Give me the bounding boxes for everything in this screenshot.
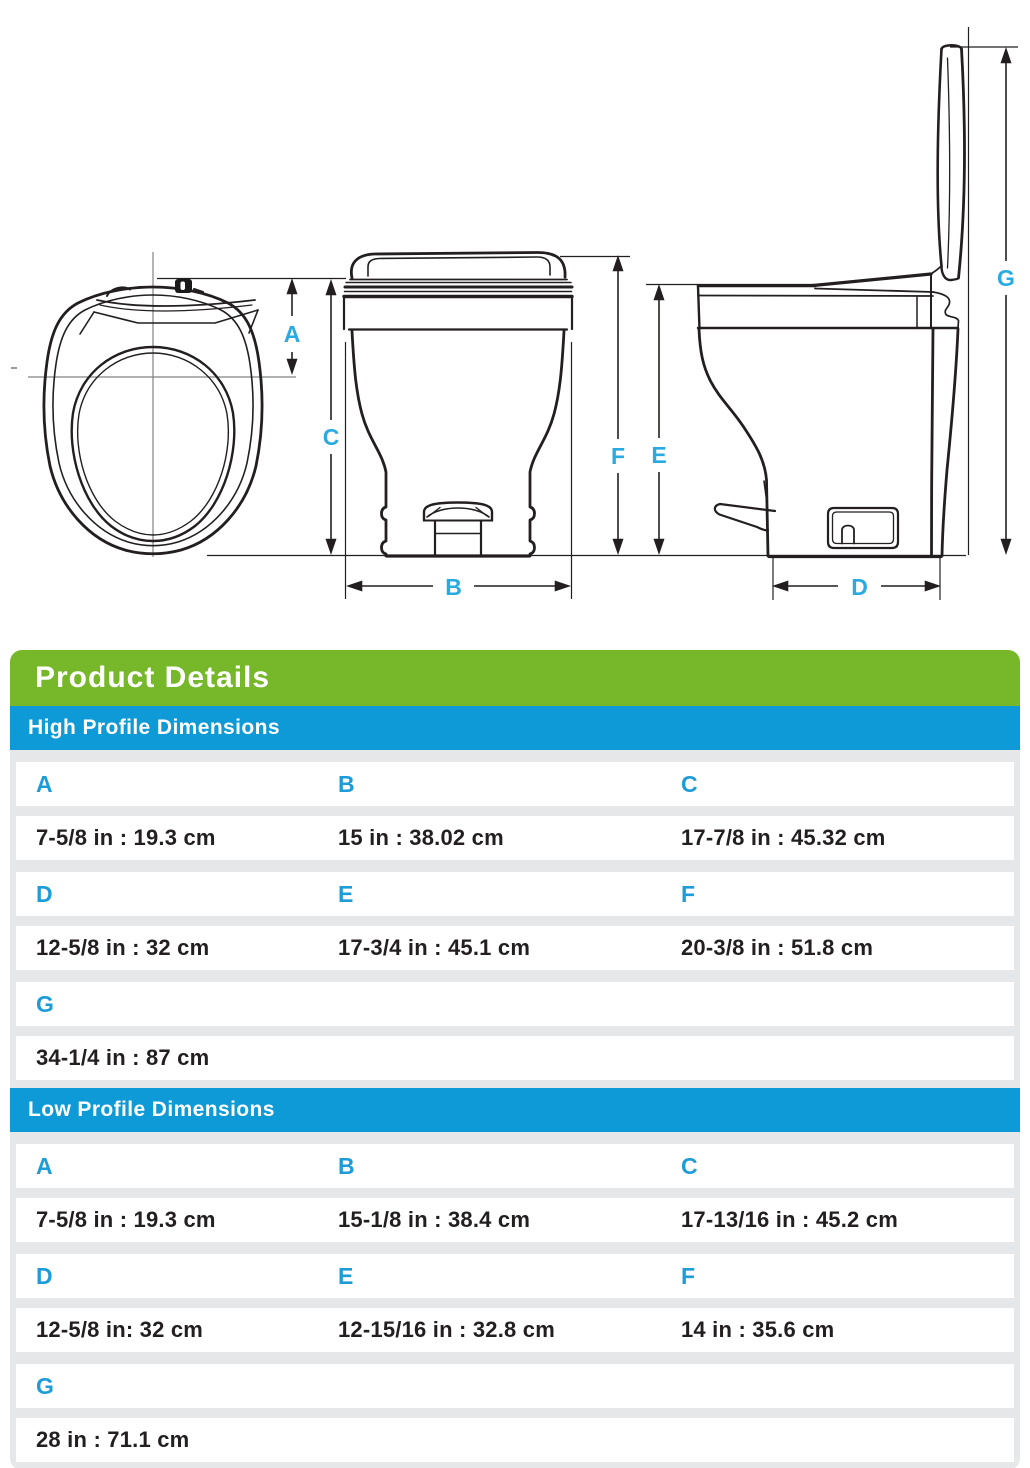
dim-label-g: G (997, 265, 1015, 291)
front-view-drawing (344, 253, 572, 557)
dim-label-d: D (851, 574, 868, 600)
dim-label-b: B (445, 574, 462, 600)
dim-letter-cell: A (36, 1152, 53, 1179)
dimension-label-row (16, 872, 1014, 916)
dim-letter-cell: G (36, 990, 54, 1017)
dimension-value-row (16, 1198, 1014, 1242)
dimension-label-row (16, 762, 1014, 806)
dim-value-cell: 34-1/4 in : 87 cm (36, 1045, 210, 1070)
dim-letter-cell: G (36, 1372, 54, 1399)
dimension-diagram (0, 0, 1030, 648)
product-details-panel (10, 650, 1020, 1468)
dim-letter-cell: D (36, 880, 53, 907)
dim-value-cell: 17-7/8 in : 45.32 cm (681, 825, 886, 850)
toilet-dimension-drawing (0, 0, 1030, 648)
dim-value-cell: 14 in : 35.6 cm (681, 1317, 835, 1342)
reference-lines (11, 27, 1018, 600)
dim-label-f: F (610, 443, 626, 469)
dim-letter-cell: C (681, 770, 698, 797)
dimension-label-row (16, 982, 1014, 1026)
dimension-label-row (16, 1364, 1014, 1408)
dim-value-cell: 17-3/4 in : 45.1 cm (338, 935, 531, 960)
raised-lid (938, 49, 942, 266)
panel-title: Product Details (10, 650, 1020, 706)
low-profile-rows (10, 1144, 1020, 1468)
side-view-drawing (698, 45, 964, 556)
dimension-lines (288, 50, 1011, 591)
dim-value-cell: 7-5/8 in : 19.3 cm (36, 1207, 216, 1232)
dim-value-cell: 12-5/8 in: 32 cm (36, 1317, 204, 1342)
dim-letter-cell: B (338, 1152, 355, 1179)
dim-value-cell: 28 in : 71.1 cm (36, 1427, 190, 1452)
dim-value-cell: 15-1/8 in : 38.4 cm (338, 1207, 531, 1232)
section-heading-high-profile: High Profile Dimensions (10, 706, 1020, 750)
dim-letter-cell: B (338, 770, 355, 797)
dim-letter-cell: A (36, 770, 53, 797)
valve-hatch (828, 508, 898, 548)
dimension-label-row (16, 1144, 1014, 1188)
dimension-value-row (16, 1036, 1014, 1080)
dim-letter-cell: C (681, 1152, 698, 1179)
high-profile-rows (10, 762, 1020, 1088)
dimension-value-row (16, 1308, 1014, 1352)
centerlines (28, 252, 296, 557)
dim-letter-cell: F (681, 880, 696, 907)
dim-value-cell: 20-3/8 in : 51.8 cm (681, 935, 874, 960)
dimension-value-row (16, 1418, 1014, 1462)
dim-label-c: C (322, 424, 340, 450)
dim-letter-cell: E (338, 1262, 354, 1289)
dim-value-cell: 15 in : 38.02 cm (338, 825, 504, 850)
dimension-value-row (16, 816, 1014, 860)
dim-letter-cell: F (681, 1262, 696, 1289)
dimension-value-row (16, 926, 1014, 970)
dim-value-cell: 7-5/8 in : 19.3 cm (36, 825, 216, 850)
dim-value-cell: 12-5/8 in : 32 cm (36, 935, 210, 960)
dimension-label-row (16, 1254, 1014, 1298)
dim-letter-cell: E (338, 880, 354, 907)
dim-value-cell: 12-15/16 in : 32.8 cm (338, 1317, 555, 1342)
dimension-letters (284, 265, 1015, 600)
dim-label-e: E (651, 442, 667, 468)
dim-value-cell: 17-13/16 in : 45.2 cm (681, 1207, 898, 1232)
dim-label-a: A (283, 321, 301, 347)
dim-letter-cell: D (36, 1262, 53, 1289)
section-heading-low-profile: Low Profile Dimensions (10, 1088, 1020, 1132)
